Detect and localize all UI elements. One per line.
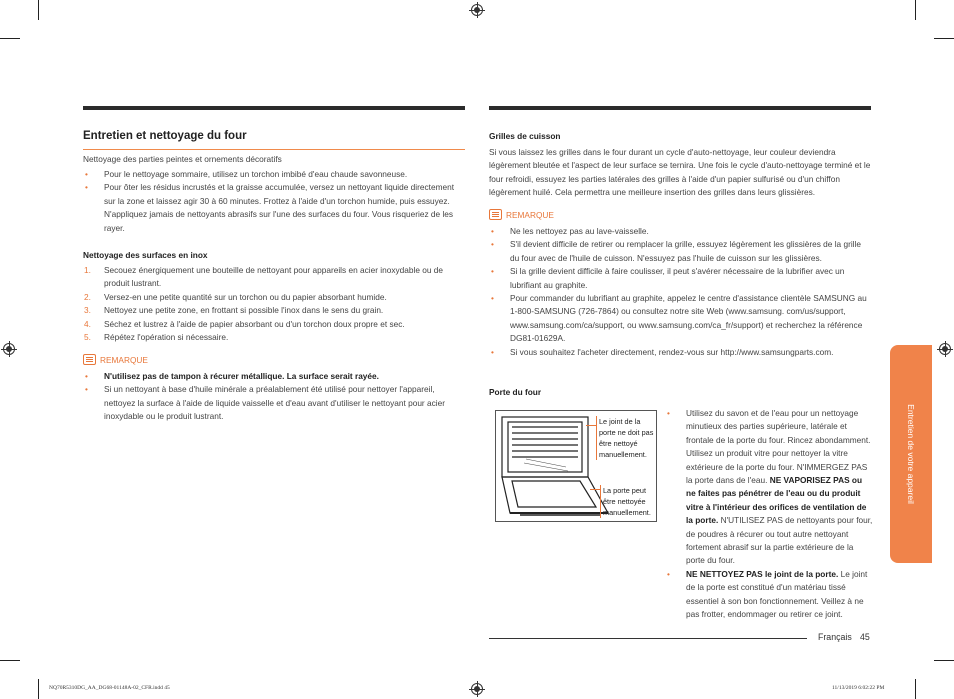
note-bullet-list (83, 370, 465, 424)
callout-leader (586, 425, 596, 426)
list-item: • Pour commander du lubrifiant au graphite, appelez le centre d'assistance clientèle SAMSUNG au 1-800-SAMSUNG (726-7864) ou consultez notre site Web (www.samsung. com/us/support, www.samsung.com/ca/support, ou www.samsung.com/ca_fr/support) et recherchez la référence DG81-01629A. (489, 292, 871, 346)
grilles-heading: Grilles de cuisson (489, 131, 561, 141)
left-header-bar (83, 106, 465, 110)
step-text: Répétez l'opération si nécessaire. (104, 332, 229, 343)
side-tab-label: Entretien de votre appareil (906, 404, 916, 504)
note-header (83, 354, 148, 365)
step-number: 2. (84, 291, 91, 302)
footer-rule (489, 638, 807, 639)
title-underline (83, 149, 465, 150)
page-number: 45 (860, 632, 870, 642)
warning-text: N'utilisez pas de tampon à récurer métallique. La surface serait rayée. (104, 371, 379, 381)
door-text: Le joint de la porte est constitué d'un matériau tissé essentiel à son bon fonctionnement. Veillez à ne pas frotter, endommager ou retirer ce joint. (686, 568, 868, 620)
warning-text: NE NETTOYEZ PAS le joint de la porte. (686, 568, 839, 579)
list-item (665, 568, 873, 622)
crop-mark (915, 0, 916, 20)
registration-mark-icon (939, 343, 951, 355)
list-item: • Pour le nettoyage sommaire, utilisez un torchon imbibé d'eau chaude savonneuse. (83, 168, 465, 181)
step-number: 1. (84, 265, 91, 275)
list-item: • Pour ôter les résidus incrustés et la graisse accumulée, versez un nettoyant liquide directement sur la zone et laissez agir 30 à 60 minutes. Frottez à l'aide d'un torchon humide, puis essuyez. N'appliquez jamais de nettoyants abrasifs sur l'une des surfaces du four. Vous risqueriez de les rayer. (83, 181, 465, 235)
registration-mark-icon (471, 683, 483, 695)
inox-steps-list (83, 264, 465, 344)
step-text: Secouez énergiquement une bouteille de nettoyant pour appareils en acier inoxydable ou de produit lustrant. (104, 265, 444, 289)
list-item: • Si vous souhaitez l'acheter directement, rendez-vous sur http://www.samsungparts.com. (489, 346, 871, 359)
door-text: N'UTILISEZ PAS de nettoyants pour four, de poudres à récurer ou tout autre nettoyant fortement abrasif sur la partie extérieure de la porte du four. (686, 515, 873, 566)
note-label: REMARQUE (506, 209, 554, 220)
list-item: • Ne les nettoyez pas au lave-vaisselle. (489, 225, 871, 238)
slug-date: 11/13/2019 6:02:22 PM (832, 685, 885, 691)
crop-mark (0, 660, 20, 661)
step-number: 3. (84, 305, 91, 316)
list-item (83, 291, 465, 304)
step-text: Séchez et lustrez à l'aide de papier absorbant ou d'un torchon doux propre et sec. (104, 318, 405, 329)
registration-mark-icon (471, 4, 483, 16)
callout-leader (590, 489, 600, 490)
step-text: Nettoyez une petite zone, en frottant si possible l'inox dans le sens du grain. (104, 305, 384, 316)
warning-text: NE VAPORISEZ PAS ou ne faites pas pénétrer de l'eau ou du produit vitre à l'intérieur des orifices de ventilation de la porte. (686, 475, 867, 526)
registration-mark-icon (3, 343, 15, 355)
footer-language: Français (818, 632, 852, 642)
grilles-text: Si vous laissez les grilles dans le four durant un cycle d'auto-nettoyage, leur couleur deviendra légèrement bleutée et l'aspect de leur surface se ternira. Une fois le cycle d'auto-nettoyage terminé et le four refroidi, essuyez les parties latérales des grilles à l'aide d'un papier sulfurisé ou d'un chiffon légèrement huilé. Cela permettra une meilleure insertion des grilles dans leurs glissières. (489, 147, 871, 198)
step-number: 5. (84, 332, 91, 343)
list-item (665, 407, 873, 568)
crop-mark (38, 0, 39, 20)
right-header-bar (489, 106, 871, 110)
grilles-note-list (489, 225, 871, 359)
section-side-tab (890, 345, 932, 563)
list-item (83, 370, 465, 383)
crop-mark (38, 679, 39, 699)
door-text: Utilisez du savon et de l'eau pour un nettoyage minutieux des parties supérieure, latérale et frontale de la porte du four. Rincez abondamment. Utilisez un produit vitre pour nettoyer la vitre extérieure de la porte du four. N'IMMERGEZ PAS la porte dans de l'eau. (686, 408, 871, 486)
inox-heading: Nettoyage des surfaces en inox (83, 250, 208, 260)
list-item (83, 318, 465, 331)
section-title: Entretien et nettoyage du four (83, 130, 247, 142)
crop-mark (915, 679, 916, 699)
list-item (83, 331, 465, 344)
note-icon (83, 354, 96, 365)
list-item: • Si un nettoyant à base d'huile minérale a préalablement été utilisé pour nettoyer l'appareil, nettoyez la surface à l'aide de liquide vaisselle et d'eau avant d'utiliser le nettoyant pour acier inoxydable ou le produit lustrant. (83, 383, 465, 423)
list-item (83, 304, 465, 317)
list-item: • S'il devient difficile de retirer ou remplacer la grille, essuyez légèrement les glissières de la grille du four avec de l'huile de cuisson. N'essuyez pas l'huile de cuisson sur les glissières. (489, 238, 871, 265)
note-header (489, 209, 554, 220)
list-item: • Si la grille devient difficile à faire coulisser, il peut s'avérer nécessaire de la lubrifier avec un lubrifiant au graphite. (489, 265, 871, 292)
intro-text: Nettoyage des parties peintes et ornements décoratifs (83, 154, 282, 164)
crop-mark (934, 660, 954, 661)
callout-gasket: Le joint de la porte ne doit pas être nettoyé manuellement. (596, 416, 659, 460)
step-number: 4. (84, 318, 91, 329)
porte-heading: Porte du four (489, 387, 542, 397)
slug-file: NQ70R5310DG_AA_DG68-01148A-02_CFR.indd 45 (49, 685, 170, 691)
callout-door: La porte peut être nettoyée manuellement. (600, 485, 659, 518)
cleaning-bullet-list (83, 168, 465, 235)
note-label: REMARQUE (100, 354, 148, 365)
note-icon (489, 209, 502, 220)
step-text: Versez-en une petite quantité sur un torchon ou du papier absorbant humide. (104, 291, 387, 302)
crop-mark (0, 38, 20, 39)
door-bullet-list (665, 407, 873, 622)
list-item (83, 264, 465, 291)
crop-mark (934, 38, 954, 39)
